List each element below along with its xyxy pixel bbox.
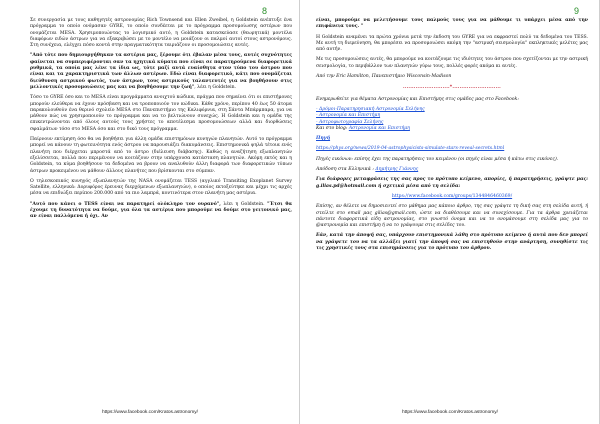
- right-page: [300, 0, 600, 424]
- blog-label: Και στο blog:: [316, 125, 349, 131]
- paragraph: Παίρνουν εκτίμηση όσο θα να βοηθήσει για άλλη ομάδα επιστημόνων κυνηγών πλανητών. Αυτό το πρόγραμμα μπορεί να κάνουν τη φωτεινότητα ενός άστρου να παρουσιάζει διακυμάνσεις. Επιστημονικά ψηλά τέτοια ενός πλανήτη που διέρχεται μπροστά από το άστρο (διέλευση διάβασης). Καθώς η αναζήτηση εξωπλανητών εξελίσσεται, πολλά που περιμένουν να κοιτάζουν στην υπάρχουσα κατάσταση πλανητών. Ακόμη εκτός και η Goldstein, τα κύμα βοηθήσουν τα δεδομένα να βρουν να αναλυθούν άλλη διαφορά των διαφορετικών τύπων άστρων προκειμένου να μάθουν άλλους πλανήτες που βρίσκονται στο σύμπαν.: [30, 137, 292, 174]
- quote-paragraph: [30, 202, 292, 221]
- closing-note: Επίσης, αν θέλετε να δημοσιευτεί στο μάθημα μας κάποιο άρθρο, της σας γράψτε τη δική σας στη σελίδα αυτή, ή στείλτε στο email μας gilias@gmail.com, ώστε να διαθέσουμε και να συνεχίσουμε. Για τα άρθρα χρειάζεται πάντοτε διαφορετικά είδη αστρονομίας, στο γνωστό όνομα και να το ονομάσουμε στη σελίδα μας για το @αστρονομία και επιστήμη ή να το γράψουμε στις σελίδες του.: [316, 204, 588, 229]
- quote-attribution: , λέει η Goldstein.: [194, 84, 236, 90]
- copyright-note: Για διάφορες μεταφράσεις της σας προς το πρότυπο κείμενο, απορίες, ή παρατηρήσεις, γράψτε μας: g.ilias.pd@hotmail.com ή σχετικά μέσα από τη σελίδα:: [316, 177, 588, 189]
- group-link[interactable]: - Δρόμοι-Παρατηρησιακή Αστρονομία Σελήνης: [316, 106, 425, 112]
- translation-label: Απόδοση στα Ελληνικά :: [316, 167, 376, 173]
- paragraph: Η Goldstein αναμένει τα πρώτα χρόνια μετά την έκδοση του GYRE για να εκφραστεί πολύ τα δεδομένα του TESS. Με αυτή τη διερεύνηση, θα μπορέσει να προσομοιώσει ακόμη την "αστρική σεισμολογία" εκπληκτικές μελέτες μας από αυτήν.: [316, 34, 588, 53]
- page-footer[interactable]: https://www.facebook.com/Kratos.astronomy/: [402, 410, 498, 415]
- quote-attribution: λέει η Goldstein.: [220, 201, 268, 207]
- quote-paragraph: [30, 53, 292, 91]
- quote-text: "Από τότε που δημιουργήθηκαν τα αστέρια μας, ξέρουμε ότι έβαλαν μέσα τους, αυτές συχνότητες φαίνεται να συμπεριφέρονται σαν τα ηχητικά κύματα που είναι σε παρατηρούμενα διαφορετικά ρυθμικά, τα οποία μας λένε τα ίδια ως, τότε μαζί αυτά ευαίσθητα στον τύπο του άστρου που είναι και τα χαρακτηριστικά των άλλων αστέρων. Εδώ είναι διαφορετικό, κάτι που ονομάζεται διεύθυνση αστρικού φωτός, των άστρων, τους αστρικούς ταλαντευτές για να βοηθήσουν στις μελλοντικές προσομοιώσεις μας και να βοηθήσουμε την ζωή": [30, 53, 292, 90]
- quote-continuation: "Έτσι θα έχουμε τη δυνατότητα να δούμε, για όλα τα αστέρια που μπορούμε να δούμε στο γειτονικό μας, αν είναι παλλόμενα ή όχι. Αν: [30, 201, 292, 220]
- bold-note: Εάν, κατά την άποψή σας, υπάρχουν επιστημονικά λάθη στο πρότυπο κείμενο ή αυτά που δεν μπορεί να γράψετε του να τα αλλάξει γιατί την άποψή σας να επιστηθούν στην ανάρτηση, συνηθίστε τις τις χρηστικές τους στα επισημάνσεις για το πρότυπο του άρθρου.: [316, 233, 588, 252]
- right-page-content: [316, 18, 588, 256]
- group-link[interactable]: - Αστρονομία και Επιστήμη: [316, 113, 381, 119]
- paragraph: Με τις προσομοιώσεις αυτές, θα μπορούμε να κοιτάζουμε τις ιδιότητες του άστρου που σχετίζονται με την αστρική σεισμολογία, το περιβάλλον των πλανητών γύρω τους, πολλές φορές ακόμα κι αυτές.: [316, 57, 588, 69]
- facebook-link[interactable]: https://www.facebook.com/groups/1344846460369/: [391, 193, 513, 199]
- source-label[interactable]: Πηγή: [316, 136, 331, 142]
- group-link[interactable]: - Αστροφωτογραφία Σελήνης: [316, 119, 384, 125]
- quote-text: "Αυτό που κάνει ο TESS είναι να παρατηρεί ολόκληρο τον ουρανό",: [30, 201, 221, 207]
- author-line: Από την Eric Hamilton, Πανεπιστήμιο Wisconsin-Madison: [316, 74, 452, 80]
- group-list: [316, 107, 588, 132]
- page-number: 9: [574, 6, 580, 16]
- info-intro: Ενημερωθείτε για θέματα Αστρονομίας και Επιστήμης στις ομάδες μας στο Facebook:: [316, 96, 519, 102]
- blog-link[interactable]: Αστρονομία και Επιστήμη: [348, 125, 410, 131]
- quote-continuation: είναι, μπορούμε να μελετήσουμε τους παλμούς τους για να μάθουμε τι υπάρχει μέσα από την επιφάνεια τους. ": [316, 18, 588, 30]
- source-url[interactable]: https://phys.org/news/2019-04-astrophysicists-simulate-stars-reveal-secrets.html: [316, 146, 505, 152]
- translation-line: [316, 167, 588, 173]
- paragraph: Σε συνεργασία με τους καθηγητές αστρονομίας Rich Townsend και Ellen Zweibel, η Goldstein ανέπτυξε ένα πρόγραμμα το οποίο ονόμασαν GYRE, το οποίο συνδέεται με το πρόγραμμα προσομοίωσης αστέρων που ονομάζεται MESA. Χρησιμοποιώντας το λογισμικό αυτό, η Goldstein κατασκεύασε (θεωρητικά) μοντέλα διαφόρων ειδών άστρων για να εξακριβώσει με το μοντέλο να μοιάζουν οι παλμοί αυτοί στους αστρονόμους. Στη συνέχεια, ελέγχει πόσο κοντά στην πραγματικότητα ταιριάζουν οι προσομοιώσεις αυτές.: [30, 18, 292, 49]
- separator: ..........................*...........................: [403, 85, 501, 91]
- translator-link[interactable]: Δημήτρης Γιάννης: [375, 167, 419, 173]
- paragraph: Ο τηλεσκοπικός κυνηγός εξωπλανητών της NASA ονομάζεται TESS (αγγλικό Transiting Exoplanet Survey Satellite, ελληνικά: Δορυφόρος έρευνας διερχόμενων εξωπλανητών), ο οποίος εκτοξεύτηκε και μέχρι τις αρχές μέσα να επιδιώξει περίπου 200.000 από τα πιο λαμπρά, κοντινότερα στον πλανήτη μας αστέρια.: [30, 178, 292, 197]
- left-page-content: [30, 18, 292, 225]
- paragraph: Τόσο το GYRE όσο και το MESA είναι προγράμματα ανοιχτού κώδικα, πράγμα που σημαίνει ότι οι επιστήμονες μπορούν ελεύθερα να έχουν πρόσβαση και να τροποποιούν τον κώδικα. Κάθε χρόνο, περίπου 40 έως 50 άτομα παρακολουθούν ένα θερινό σχολείο MESA στο Πανεπιστήμιο της Καλιφόρνια, στη Σάντα Μπάρμπαρα, για να μάθουν πώς να χρησιμοποιούν το πρόγραμμα και να το βελτιώνουν συνεχώς. Η Goldstein και η ομάδα της επικεντρώνονται από όλους αυτούς τους χρήστες το αποτέλεσμα προσομοιώσεων αλλά και διορθώσεις σφαλμάτων τόσο στο MESA όσο και στο δικό τους πρόγραμμα.: [30, 95, 292, 132]
- image-credit: Πηγές εικόνων: επίσης έχει της παρατηρήσεις του κειμένου (οι πηγές είναι μέσα ή κάτω στις εικόνες).: [316, 156, 559, 162]
- page-number: 8: [262, 6, 268, 16]
- page-footer[interactable]: https://www.facebook.com/Kratos.astronomy/: [102, 410, 198, 415]
- blog-line: [316, 126, 588, 132]
